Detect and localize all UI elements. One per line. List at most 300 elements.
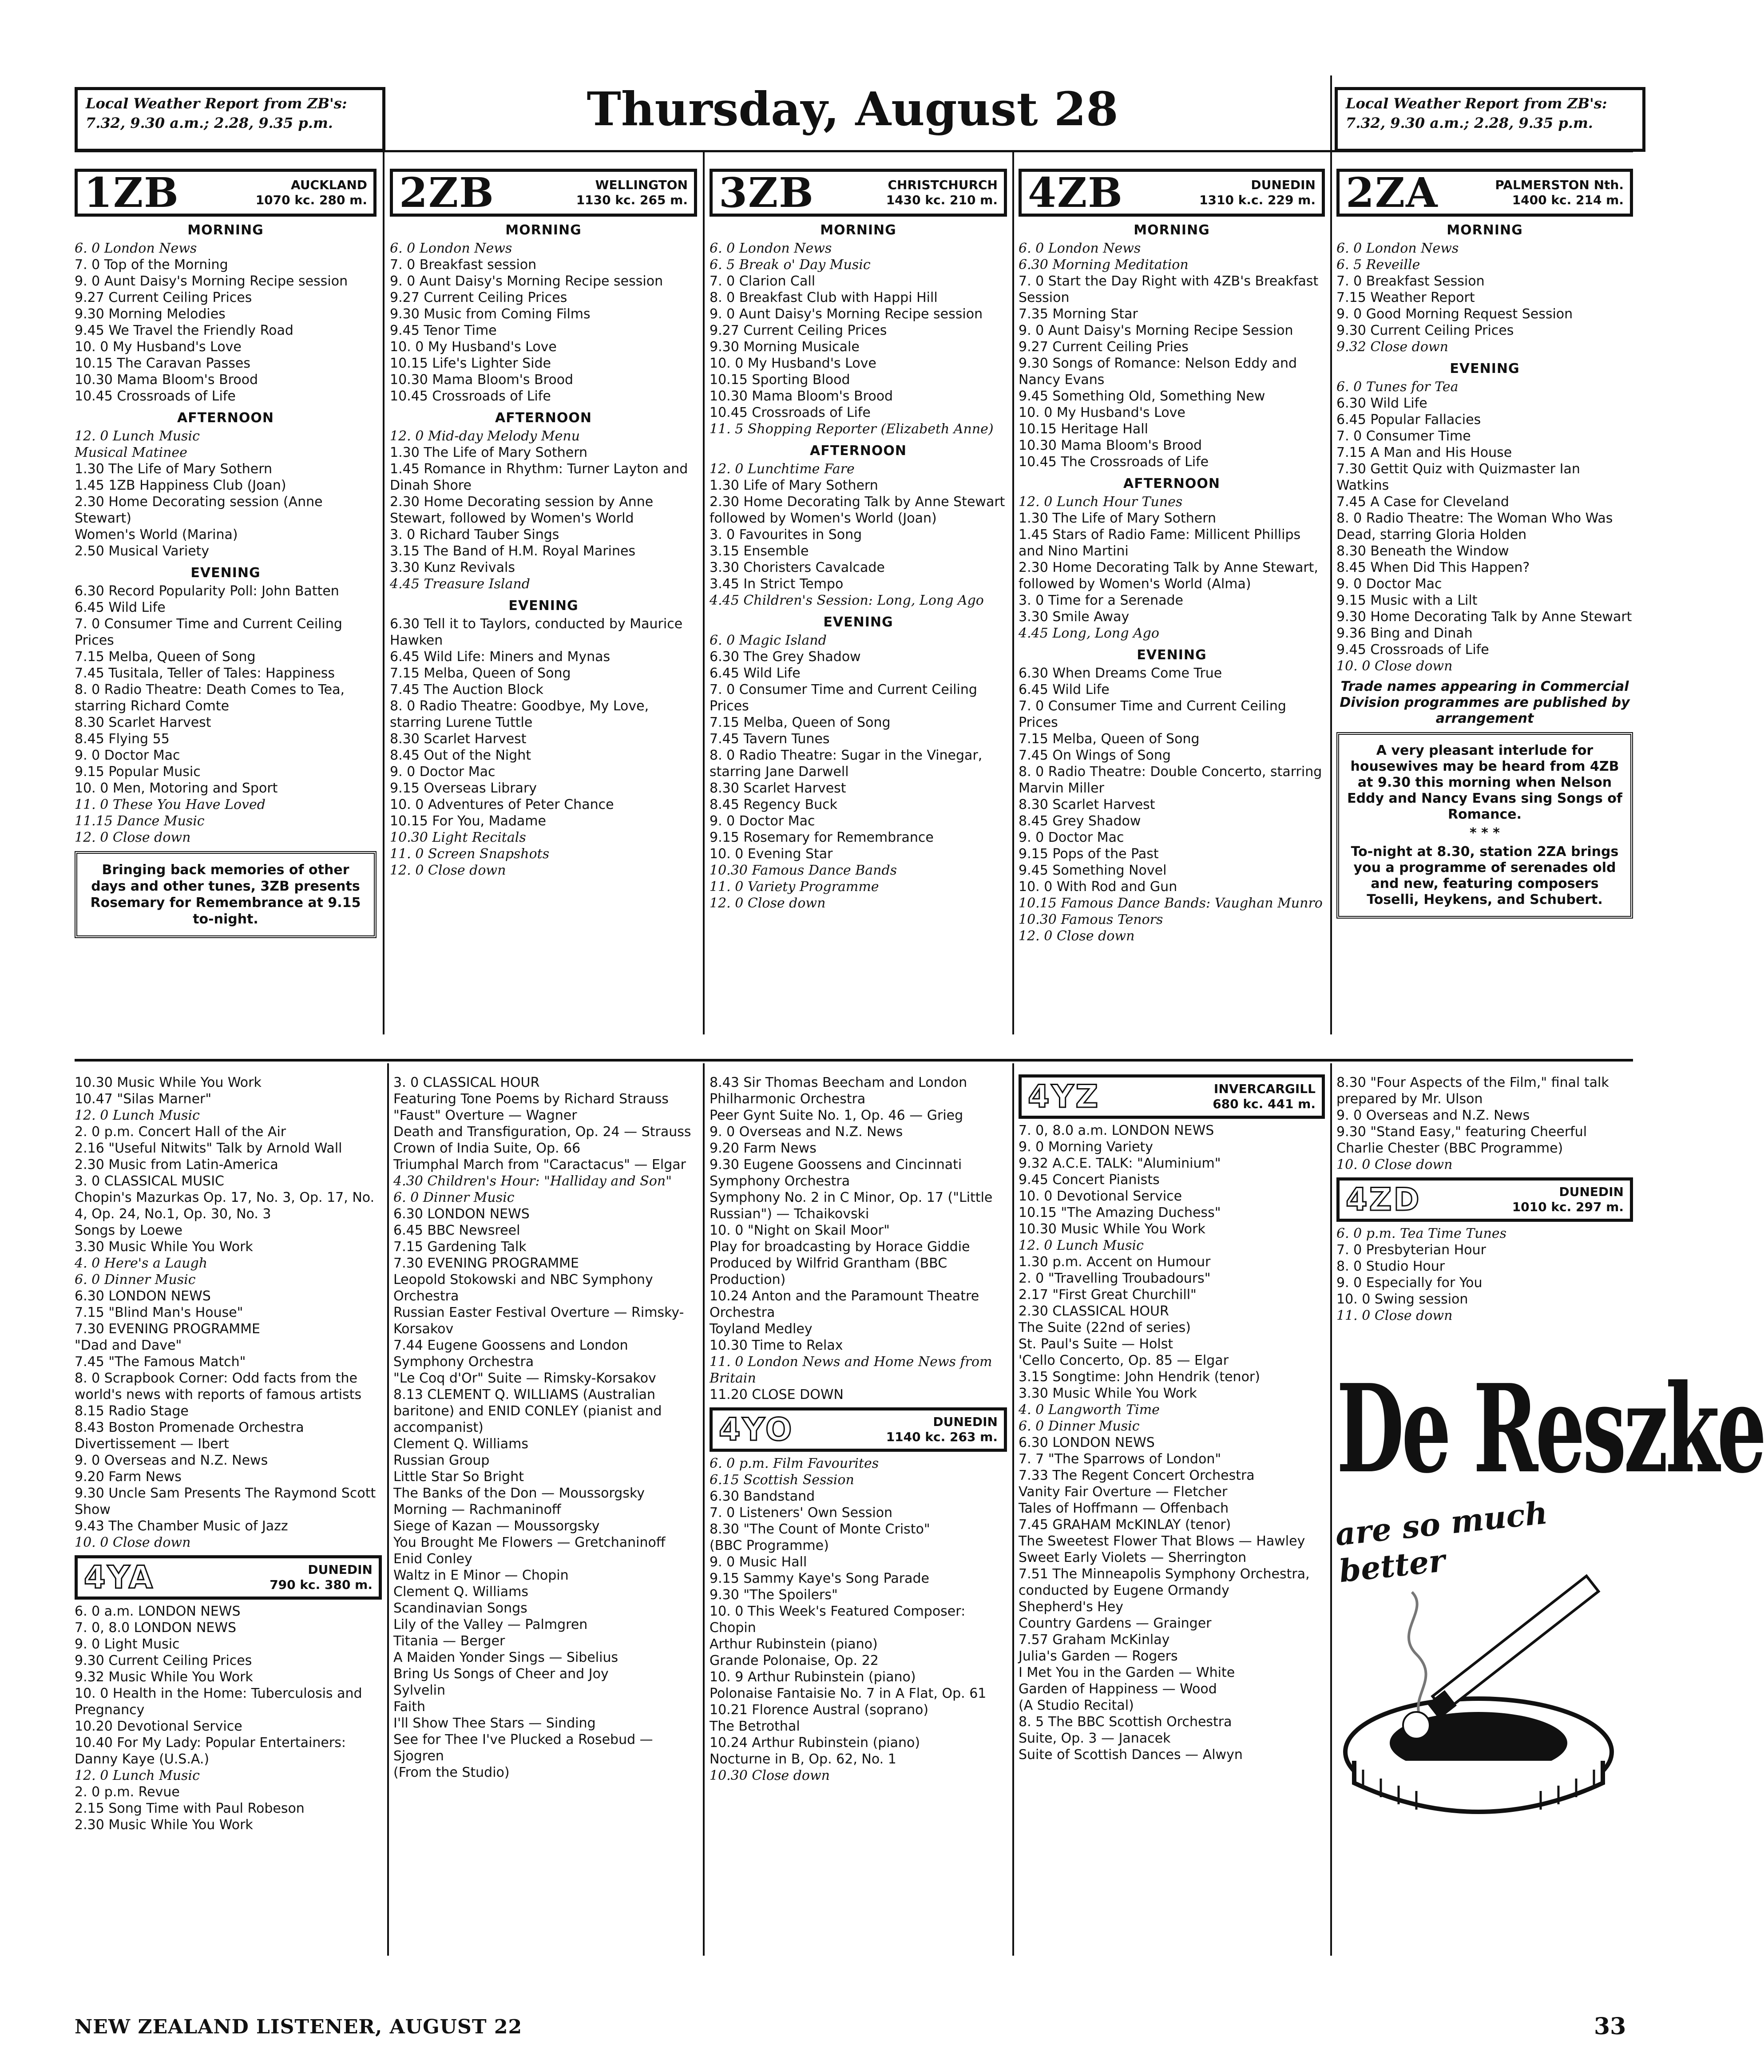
programme-list	[393, 1074, 697, 1781]
programme-entry: 9.30 Morning Melodies	[75, 306, 226, 322]
programme-entry: 4.45 Long, Long Ago	[1019, 626, 1159, 641]
programme-entry: "Dad and Dave"	[75, 1338, 182, 1353]
programme-entry: 7. 0 Presbyterian Hour	[1336, 1242, 1486, 1258]
programme-entry: The Banks of the Don — Moussorgsky	[393, 1486, 645, 1501]
programme-entry: 3. 0 CLASSICAL MUSIC	[75, 1173, 224, 1189]
programme-list	[1019, 240, 1325, 470]
programme-entry: 10. 0 Adventures of Peter Chance	[390, 797, 614, 812]
programme-entry: The Betrothal	[710, 1719, 800, 1734]
programme-entry: 10.30 Mama Bloom's Brood	[1019, 438, 1202, 453]
programme-entry: 7. 0, 8.0 a.m. LONDON NEWS	[1019, 1123, 1214, 1138]
programme-entry: 9. 0 Aunt Daisy's Morning Recipe Session	[1019, 323, 1293, 338]
programme-entry: 9.43 The Chamber Music of Jazz	[75, 1518, 288, 1534]
programme-entry: 9.15 Music with a Lilt	[1336, 593, 1478, 608]
programme-entry: 1.30 The Life of Mary Sothern	[75, 461, 273, 477]
programme-entry: 8.43 Sir Thomas Beecham and London Philharmonic Orchestra	[710, 1075, 967, 1107]
programme-entry: 12. 0 Lunch Music	[75, 1108, 200, 1123]
programme-entry: 9.45 Something Old, Something New	[1019, 388, 1265, 404]
programme-entry: (A Studio Recital)	[1019, 1698, 1134, 1713]
section-heading-afternoon: AFTERNOON	[495, 410, 592, 426]
programme-entry: 2.30 Home Decorating Talk by Anne Stewart, followed by Women's World (Alma)	[1019, 560, 1318, 592]
programme-entry: 7.30 Gettit Quiz with Quizmaster Ian Watkins	[1336, 461, 1580, 493]
programme-entry: Play for broadcasting by Horace Giddie	[710, 1239, 970, 1255]
station-frequency: 1140 kc. 263 m.	[886, 1430, 998, 1444]
station-header-4yz	[1019, 1074, 1325, 1119]
programme-list	[710, 1074, 1007, 1403]
station-call-sign: 4YO	[719, 1411, 794, 1448]
programme-entry: 3.45 In Strict Tempo	[710, 576, 844, 592]
programme-entry: 10.20 Devotional Service	[75, 1719, 242, 1734]
lower-column-2	[393, 1074, 697, 1962]
programme-entry: 8. 0 Radio Theatre: Goodbye, My Love, starring Lurene Tuttle	[390, 698, 649, 730]
station-city: INVERCARGILL	[1213, 1082, 1316, 1096]
station-call-sign: 2ZB	[399, 168, 495, 217]
programme-entry: 11. 0 Close down	[1336, 1308, 1453, 1323]
programme-entry: 9.20 Farm News	[75, 1469, 182, 1485]
programme-entry: 1.30 The Life of Mary Sothern	[390, 445, 588, 460]
station-location	[1199, 178, 1316, 208]
programme-entry: 8. 0 Scrapbook Corner: Odd facts from the world's news with reports of famous artists	[75, 1371, 362, 1402]
programme-entry: 8.30 Scarlet Harvest	[390, 731, 527, 747]
programme-entry: Divertissement — Ibert	[75, 1436, 229, 1452]
programme-entry: 7.45 A Case for Cleveland	[1336, 494, 1509, 510]
section-heading-afternoon: AFTERNOON	[177, 410, 274, 426]
programme-entry: 9. 0 Doctor Mac	[75, 748, 180, 763]
publication-footer: NEW ZEALAND LISTENER, AUGUST 22	[75, 2016, 523, 2038]
programme-entry: Suite of Scottish Dances — Alwyn	[1019, 1747, 1243, 1763]
programme-entry: 10.30 Famous Dance Bands	[710, 863, 897, 878]
weather-notice-line: Local Weather Report from ZB's:	[1346, 95, 1607, 112]
programme-entry: 2.30 Home Decorating session (Anne Stewart)	[75, 494, 323, 526]
programme-entry: 7.51 The Minneapolis Symphony Orchestra, conducted by Eugene Ormandy	[1019, 1566, 1310, 1598]
programme-entry: 8. 0 Radio Theatre: The Woman Who Was Dead, starring Gloria Holden	[1336, 511, 1613, 543]
programme-entry: 8.13 CLEMENT Q. WILLIAMS (Australian baritone) and ENID CONLEY (pianist and accompanist)	[393, 1387, 662, 1435]
column-rule	[703, 1063, 705, 1956]
programme-entry: 7.15 Melba, Queen of Song	[75, 649, 256, 665]
station-header	[390, 169, 697, 217]
programme-entry: Titania — Berger	[393, 1633, 505, 1649]
station-call-sign: 4YZ	[1028, 1078, 1100, 1115]
station-call-sign: 3ZB	[719, 168, 814, 217]
station-column-1zb	[75, 169, 377, 1052]
programme-entry: Tales of Hoffmann — Offenbach	[1019, 1501, 1229, 1516]
column-rule	[1012, 1063, 1014, 1956]
programme-entry: 9.27 Current Ceiling Prices	[710, 323, 887, 338]
programme-entry: 6. 0 London News	[1019, 241, 1141, 256]
programme-entry: 2.30 Music from Latin-America	[75, 1157, 278, 1173]
station-frequency: 1070 kc. 280 m.	[255, 193, 367, 207]
programme-entry: 8.45 Regency Buck	[710, 797, 838, 812]
programme-entry: 9.15 Popular Music	[75, 764, 201, 780]
programme-entry: 4. 0 Langworth Time	[1019, 1402, 1160, 1418]
programme-entry: 10.45 The Crossroads of Life	[1019, 454, 1209, 470]
section-heading-afternoon: AFTERNOON	[1123, 476, 1220, 491]
programme-entry: Clement Q. Williams	[393, 1584, 528, 1600]
station-location	[1213, 1082, 1316, 1112]
programme-entry: 3.15 Songtime: John Hendrik (tenor)	[1019, 1369, 1260, 1385]
station-column-2zb	[390, 169, 697, 1052]
programme-entry: 10.30 Mama Bloom's Brood	[390, 372, 574, 388]
programme-entry: 9.27 Current Ceiling Pries	[1019, 339, 1189, 355]
programme-entry: 2.17 "First Great Churchill"	[1019, 1287, 1197, 1303]
programme-entry: 10.24 Anton and the Paramount Theatre Orchestra	[710, 1288, 979, 1320]
ad-brand-name: De Reszke	[1336, 1358, 1764, 1501]
programme-list	[1019, 494, 1325, 642]
programme-entry: Enid Conley	[393, 1551, 472, 1567]
programme-entry: Chopin's Mazurkas Op. 17, No. 3, Op. 17, No. 4, Op. 24, No.1, Op. 30, No. 3	[75, 1190, 375, 1222]
programme-entry: 7.33 The Regent Concert Orchestra	[1019, 1468, 1255, 1483]
programme-entry: 10.30 Light Recitals	[390, 830, 526, 845]
programme-entry: 6. 0 Tunes for Tea	[1336, 379, 1459, 395]
programme-entry: 10.30 Close down	[710, 1768, 830, 1783]
programme-entry: 7. 0 Consumer Time and Current Ceiling Prices	[710, 682, 977, 714]
programme-entry: 6.30 LONDON NEWS	[1019, 1435, 1155, 1450]
programme-entry: 10.47 "Silas Marner"	[75, 1091, 212, 1107]
programme-entry: 6.45 Wild Life	[75, 600, 166, 615]
programme-entry: Morning — Rachmaninoff	[393, 1502, 561, 1517]
programme-entry: 9. 0 Overseas and N.Z. News	[710, 1124, 903, 1140]
programme-entry: 9. 0 Especially for You	[1336, 1275, 1483, 1291]
programme-entry: 6. 0 Dinner Music	[75, 1272, 196, 1288]
station-location	[576, 178, 688, 208]
programme-entry: 1.45 Stars of Radio Fame: Millicent Phillips and Nino Martini	[1019, 527, 1301, 559]
programme-entry: 6. 0 London News	[710, 241, 832, 256]
programme-entry: Arthur Rubinstein (piano)	[710, 1636, 878, 1652]
programme-entry: Little Star So Bright	[393, 1469, 524, 1485]
programme-entry: 7.15 A Man and His House	[1336, 445, 1512, 460]
programme-list	[390, 240, 697, 404]
programme-entry: 7.45 On Wings of Song	[1019, 748, 1171, 763]
programme-entry: 8.43 Boston Promenade Orchestra	[75, 1420, 304, 1435]
station-city: CHRISTCHURCH	[888, 178, 998, 192]
programme-entry: 8.45 Out of the Night	[390, 748, 531, 763]
programme-entry: 9.30 Songs of Romance: Nelson Eddy and Nancy Evans	[1019, 356, 1297, 388]
station-city: DUNEDIN	[933, 1414, 998, 1429]
programme-entry: 7. 0, 8.0 LONDON NEWS	[75, 1620, 237, 1636]
programme-entry: 2. 0 "Travelling Troubadours"	[1019, 1271, 1211, 1286]
programme-entry: 10.45 Crossroads of Life	[710, 405, 871, 420]
section-heading-morning: MORNING	[1134, 222, 1210, 238]
programme-entry: 6. 0 Dinner Music	[1019, 1418, 1140, 1434]
programme-entry: 10. 0 With Rod and Gun	[1019, 879, 1177, 895]
programme-entry: Songs by Loewe	[75, 1223, 182, 1238]
programme-entry: 10.30 Mama Bloom's Brood	[710, 388, 893, 404]
programme-entry: 12. 0 Close down	[1019, 928, 1135, 944]
promo-text: A very pleasant interlude for housewives may be heard from 4ZB at 9.30 this morning when Nelson Eddy and Nancy Evans sing Songs of Romance.	[1347, 743, 1622, 822]
programme-entry: 1.30 Life of Mary Sothern	[710, 478, 878, 493]
programme-entry: 7.30 EVENING PROGRAMME	[393, 1256, 579, 1271]
programme-entry: 8.45 When Did This Happen?	[1336, 560, 1530, 575]
station-location	[886, 178, 998, 208]
programme-entry: 8.45 Grey Shadow	[1019, 813, 1141, 829]
programme-entry: 7. 0 Consumer Time	[1336, 428, 1471, 444]
promo-separator: * * *	[1470, 825, 1500, 841]
programme-entry: Musical Matinee	[75, 445, 187, 460]
programme-entry: Leopold Stokowski and NBC Symphony Orchestra	[393, 1272, 653, 1304]
programme-entry: 8. 0 Studio Hour	[1336, 1259, 1445, 1274]
programme-entry: Scandinavian Songs	[393, 1601, 527, 1616]
lower-column-4	[1019, 1074, 1325, 1962]
programme-entry: 7. 0 Start the Day Right with 4ZB's Breakfast Session	[1019, 273, 1319, 305]
programme-entry: 10. 0 Close down	[1336, 658, 1453, 674]
programme-list	[75, 1074, 382, 1551]
programme-entry: 9. 0 Music Hall	[710, 1554, 807, 1570]
programme-entry: 3.30 Kunz Revivals	[390, 560, 515, 575]
page-number: 33	[1594, 2013, 1626, 2040]
programme-entry: 2.30 Music While You Work	[75, 1817, 253, 1833]
programme-entry: 9. 0 Light Music	[75, 1636, 180, 1652]
programme-entry: 9.30 Current Ceiling Prices	[75, 1653, 252, 1668]
programme-entry: 8.15 Radio Stage	[75, 1403, 189, 1419]
station-header-4yo	[710, 1407, 1007, 1452]
programme-entry: 3. 0 Favourites in Song	[710, 527, 862, 543]
programme-entry: 10.21 Florence Austral (soprano)	[710, 1702, 929, 1718]
programme-entry: 6.45 BBC Newsreel	[393, 1223, 520, 1238]
programme-entry: "Le Coq d'Or" Suite — Rimsky-Korsakov	[393, 1371, 656, 1386]
programme-entry: 10.45 Crossroads of Life	[75, 388, 236, 404]
programme-entry: 12. 0 Lunchtime Fare	[710, 461, 855, 477]
column-rule	[1330, 1063, 1332, 1956]
programme-entry: 8.45 Flying 55	[75, 731, 170, 747]
programme-entry: 9. 0 Doctor Mac	[1019, 830, 1124, 845]
weather-notice-right	[1335, 87, 1645, 152]
column-rule	[387, 1063, 389, 1956]
programme-entry: 10.15 For You, Madame	[390, 813, 546, 829]
programme-entry: 10.24 Arthur Rubinstein (piano)	[710, 1735, 920, 1751]
programme-entry: 9.30 Current Ceiling Prices	[1336, 323, 1514, 338]
programme-entry: Crown of India Suite, Op. 66	[393, 1141, 581, 1156]
programme-entry: 4. 0 Here's a Laugh	[75, 1256, 208, 1271]
programme-entry: Women's World (Marina)	[75, 527, 238, 543]
station-column-4zb	[1019, 169, 1325, 1052]
programme-list	[75, 583, 377, 846]
station-location	[270, 1562, 373, 1593]
programme-entry: 8.30 "Four Aspects of the Film," final talk prepared by Mr. Ulson	[1336, 1075, 1609, 1107]
programme-entry: Julia's Garden — Rogers	[1019, 1648, 1178, 1664]
programme-entry: 6.30 Tell it to Taylors, conducted by Maurice Hawken	[390, 616, 683, 648]
programme-entry: Vanity Fair Overture — Fletcher	[1019, 1484, 1228, 1500]
station-header	[710, 169, 1007, 217]
programme-entry: 9.15 Sammy Kaye's Song Parade	[710, 1571, 929, 1586]
programme-entry: 6. 0 p.m. Tea Time Tunes	[1336, 1226, 1507, 1241]
section-heading-morning: MORNING	[505, 222, 582, 238]
programme-entry: 10.30 Famous Tenors	[1019, 912, 1163, 927]
programme-entry: 7.15 "Blind Man's House"	[75, 1305, 243, 1320]
station-city: WELLINGTON	[595, 178, 688, 192]
programme-entry: 2. 0 p.m. Revue	[75, 1784, 180, 1800]
programme-entry: 10. 0 Devotional Service	[1019, 1189, 1182, 1204]
station-frequency: 790 kc. 380 m.	[270, 1577, 373, 1592]
programme-entry: (BBC Programme)	[710, 1538, 829, 1553]
programme-entry: 7.45 Tusitala, Teller of Tales: Happiness	[75, 666, 335, 681]
programme-entry: 9. 0 Overseas and N.Z. News	[75, 1453, 268, 1468]
programme-entry: 3. 0 CLASSICAL HOUR	[393, 1075, 540, 1090]
station-location	[1512, 1185, 1624, 1215]
programme-entry: You Brought Me Flowers — Gretchaninoff	[393, 1535, 666, 1550]
programme-entry: 11.20 CLOSE DOWN	[710, 1387, 844, 1402]
programme-entry: 9.32 A.C.E. TALK: "Aluminium"	[1019, 1156, 1221, 1171]
programme-entry: 1.30 The Life of Mary Sothern	[1019, 511, 1217, 526]
programme-entry: Nocturne in B, Op. 62, No. 1	[710, 1751, 896, 1767]
programme-entry: The Suite (22nd of series)	[1019, 1320, 1191, 1335]
programme-entry: 3. 0 Time for a Serenade	[1019, 593, 1183, 608]
section-heading-evening: EVENING	[508, 598, 579, 614]
programme-entry: 6.30 Bandstand	[710, 1489, 815, 1504]
section-heading-morning: MORNING	[1447, 222, 1523, 238]
programme-entry: 8.30 Beneath the Window	[1336, 543, 1509, 559]
lower-column-1	[75, 1074, 382, 1962]
programme-entry: 10. 0 My Husband's Love	[710, 356, 876, 371]
weather-notice-left	[75, 87, 385, 152]
programme-entry: 6.30 LONDON NEWS	[75, 1288, 211, 1304]
programme-entry: 9.30 Home Decorating Talk by Anne Stewart	[1336, 609, 1632, 625]
programme-entry: Shepherd's Hey	[1019, 1599, 1124, 1615]
programme-entry: 12. 0 Close down	[710, 895, 826, 911]
programme-entry: 8. 0 Breakfast Club with Happi Hill	[710, 290, 938, 305]
programme-entry: 10.15 The Caravan Passes	[75, 356, 250, 371]
programme-entry: 7. 0 Breakfast session	[390, 257, 537, 273]
station-column-2za	[1336, 169, 1633, 1052]
middle-rule	[75, 1059, 1633, 1062]
programme-entry: 4.30 Children's Hour: "Halliday and Son"	[393, 1173, 672, 1189]
programme-entry: 7.15 Melba, Queen of Song	[1019, 731, 1200, 747]
programme-entry: 10. 0 My Husband's Love	[1019, 405, 1185, 420]
station-header-4ya	[75, 1555, 382, 1600]
programme-list	[390, 428, 697, 592]
programme-list	[710, 461, 1007, 609]
programme-entry: 9.15 Pops of the Past	[1019, 846, 1159, 862]
station-city: DUNEDIN	[1559, 1185, 1624, 1199]
programme-entry: 8.30 "The Count of Monte Cristo"	[710, 1521, 930, 1537]
programme-entry: 3.15 The Band of H.M. Royal Marines	[390, 543, 636, 559]
programme-list	[710, 632, 1007, 911]
station-header	[1336, 169, 1633, 217]
programme-entry: 10. 0 Men, Motoring and Sport	[75, 780, 278, 796]
programme-entry: Country Gardens — Grainger	[1019, 1616, 1212, 1631]
station-city: DUNEDIN	[308, 1562, 373, 1577]
station-location	[256, 178, 367, 208]
programme-entry: Polonaise Fantaisie No. 7 in A Flat, Op. 61	[710, 1686, 987, 1701]
programme-entry: 6.45 Wild Life: Miners and Mynas	[390, 649, 610, 665]
programme-entry: 7. 0 Clarion Call	[710, 273, 816, 289]
programme-entry: 10.15 Life's Lighter Side	[390, 356, 551, 371]
programme-entry: 10. 0 My Husband's Love	[75, 339, 242, 355]
programme-list	[1336, 1074, 1633, 1173]
programme-entry: Bring Us Songs of Cheer and Joy	[393, 1666, 609, 1682]
programme-entry: Sylvelin	[393, 1683, 446, 1698]
programme-entry: 2.30 Home Decorating session by Anne Stewart, followed by Women's World	[390, 494, 654, 526]
programme-entry: 6. 0 London News	[390, 241, 512, 256]
programme-entry: 9.45 Tenor Time	[390, 323, 497, 338]
programme-entry: 9.30 Uncle Sam Presents The Raymond Scott Show	[75, 1486, 376, 1517]
programme-entry: 10.15 Sporting Blood	[710, 372, 850, 388]
programme-list	[1019, 665, 1325, 944]
programme-entry: 9. 0 Overseas and N.Z. News	[1336, 1108, 1530, 1123]
programme-entry: 10.30 Mama Bloom's Brood	[75, 372, 258, 388]
station-frequency: 680 kc. 441 m.	[1213, 1097, 1316, 1111]
weather-notice-line: Local Weather Report from ZB's:	[86, 95, 347, 112]
programme-entry: 2.30 Home Decorating Talk by Anne Stewart followed by Women's World (Joan)	[710, 494, 1005, 526]
station-call-sign: 2ZA	[1346, 168, 1439, 217]
programme-entry: 9.45 Concert Pianists	[1019, 1172, 1160, 1188]
programme-entry: 2.50 Musical Variety	[75, 543, 210, 559]
programme-entry: 11.15 Dance Music	[75, 813, 205, 829]
station-city: AUCKLAND	[291, 178, 367, 192]
programme-entry: A Maiden Yonder Sings — Sibelius	[393, 1650, 618, 1665]
programme-entry: 10. 0 Close down	[1336, 1157, 1453, 1173]
programme-entry: 4.45 Children's Session: Long, Long Ago	[710, 593, 984, 608]
header-rule	[75, 150, 1633, 152]
programme-list	[1019, 1122, 1325, 1763]
ad-slogan: are so much better	[1333, 1494, 1550, 1590]
programme-entry: 6. 0 London News	[1336, 241, 1459, 256]
programme-entry: 7. 0 Consumer Time and Current Ceiling Prices	[75, 616, 342, 648]
promo-text: To-night at 8.30, station 2ZA brings you a programme of serenades old and new, featuring composers Toselli, Heykens, and Schubert.	[1351, 844, 1619, 907]
programme-entry: Suite, Op. 3 — Janacek	[1019, 1731, 1171, 1746]
station-frequency: 1310 k.c. 229 m.	[1199, 193, 1316, 207]
programme-entry: 9. 0 Aunt Daisy's Morning Recipe session	[75, 273, 348, 289]
section-heading-evening: EVENING	[190, 565, 261, 581]
programme-list	[75, 428, 377, 559]
programme-list	[1336, 379, 1633, 674]
programme-entry: 3. 0 Richard Tauber Sings	[390, 527, 559, 543]
programme-entry: 9. 0 Doctor Mac	[710, 813, 815, 829]
programme-entry: 7.45 "The Famous Match"	[75, 1354, 246, 1370]
programme-entry: 6. 0 a.m. LONDON NEWS	[75, 1604, 241, 1619]
programme-entry: 7.15 Weather Report	[1336, 290, 1475, 305]
programme-entry: 9.15 Rosemary for Remembrance	[710, 830, 934, 845]
programme-list	[710, 240, 1007, 437]
programme-entry: 3.15 Ensemble	[710, 543, 809, 559]
programme-entry: 12. 0 Close down	[75, 830, 191, 845]
station-header	[1019, 169, 1325, 217]
programme-entry: 9.30 Music from Coming Films	[390, 306, 591, 322]
programme-entry: 7.44 Eugene Goossens and London Symphony Orchestra	[393, 1338, 628, 1370]
programme-entry: (From the Studio)	[393, 1765, 510, 1780]
section-heading-morning: MORNING	[187, 222, 264, 238]
programme-entry: 10. 0 My Husband's Love	[390, 339, 557, 355]
programme-entry: 2.15 Song Time with Paul Robeson	[75, 1801, 305, 1816]
programme-list	[1336, 240, 1633, 355]
programme-list	[75, 240, 377, 404]
programme-entry: 9.27 Current Ceiling Prices	[390, 290, 567, 305]
programme-entry: 9.30 "Stand Easy," featuring Cheerful Charlie Chester (BBC Programme)	[1336, 1124, 1587, 1156]
programme-entry: Death and Transfiguration, Op. 24 — Strauss	[393, 1124, 691, 1140]
programme-entry: 9.15 Overseas Library	[390, 780, 537, 796]
programme-entry: 9.20 Farm News	[710, 1141, 817, 1156]
programme-entry: 7. 0 Breakfast Session	[1336, 273, 1485, 289]
programme-entry: 8. 0 Radio Theatre: Death Comes to Tea, starring Richard Comte	[75, 682, 345, 714]
programme-entry: I Met You in the Garden — White	[1019, 1665, 1235, 1680]
programme-entry: 9. 0 Aunt Daisy's Morning Recipe session	[710, 306, 983, 322]
programme-entry: 11. 0 Screen Snapshots	[390, 846, 550, 862]
programme-list	[390, 616, 697, 879]
programme-list	[75, 1603, 382, 1833]
programme-entry: 3.30 Smile Away	[1019, 609, 1130, 625]
section-heading-evening: EVENING	[1137, 647, 1207, 663]
programme-entry: See for Thee I've Plucked a Rosebud — Sjogren	[393, 1732, 653, 1764]
programme-entry: 9. 0 Doctor Mac	[1336, 576, 1442, 592]
programme-entry: Symphony No. 2 in C Minor, Op. 17 ("Little Russian") — Tchaikovski	[710, 1190, 993, 1222]
station-frequency: 1010 kc. 297 m.	[1512, 1200, 1624, 1214]
station-call-sign: 4ZD	[1346, 1181, 1421, 1218]
programme-entry: 9.36 Bing and Dinah	[1336, 626, 1473, 641]
programme-entry: 9.32 Music While You Work	[75, 1669, 253, 1685]
programme-entry: 10. 9 Arthur Rubinstein (piano)	[710, 1669, 916, 1685]
programme-entry: 9. 0 Good Morning Request Session	[1336, 306, 1573, 322]
programme-entry: 7.45 The Auction Block	[390, 682, 543, 697]
weather-notice-line: 7.32, 9.30 a.m.; 2.28, 9.35 p.m.	[86, 115, 333, 131]
